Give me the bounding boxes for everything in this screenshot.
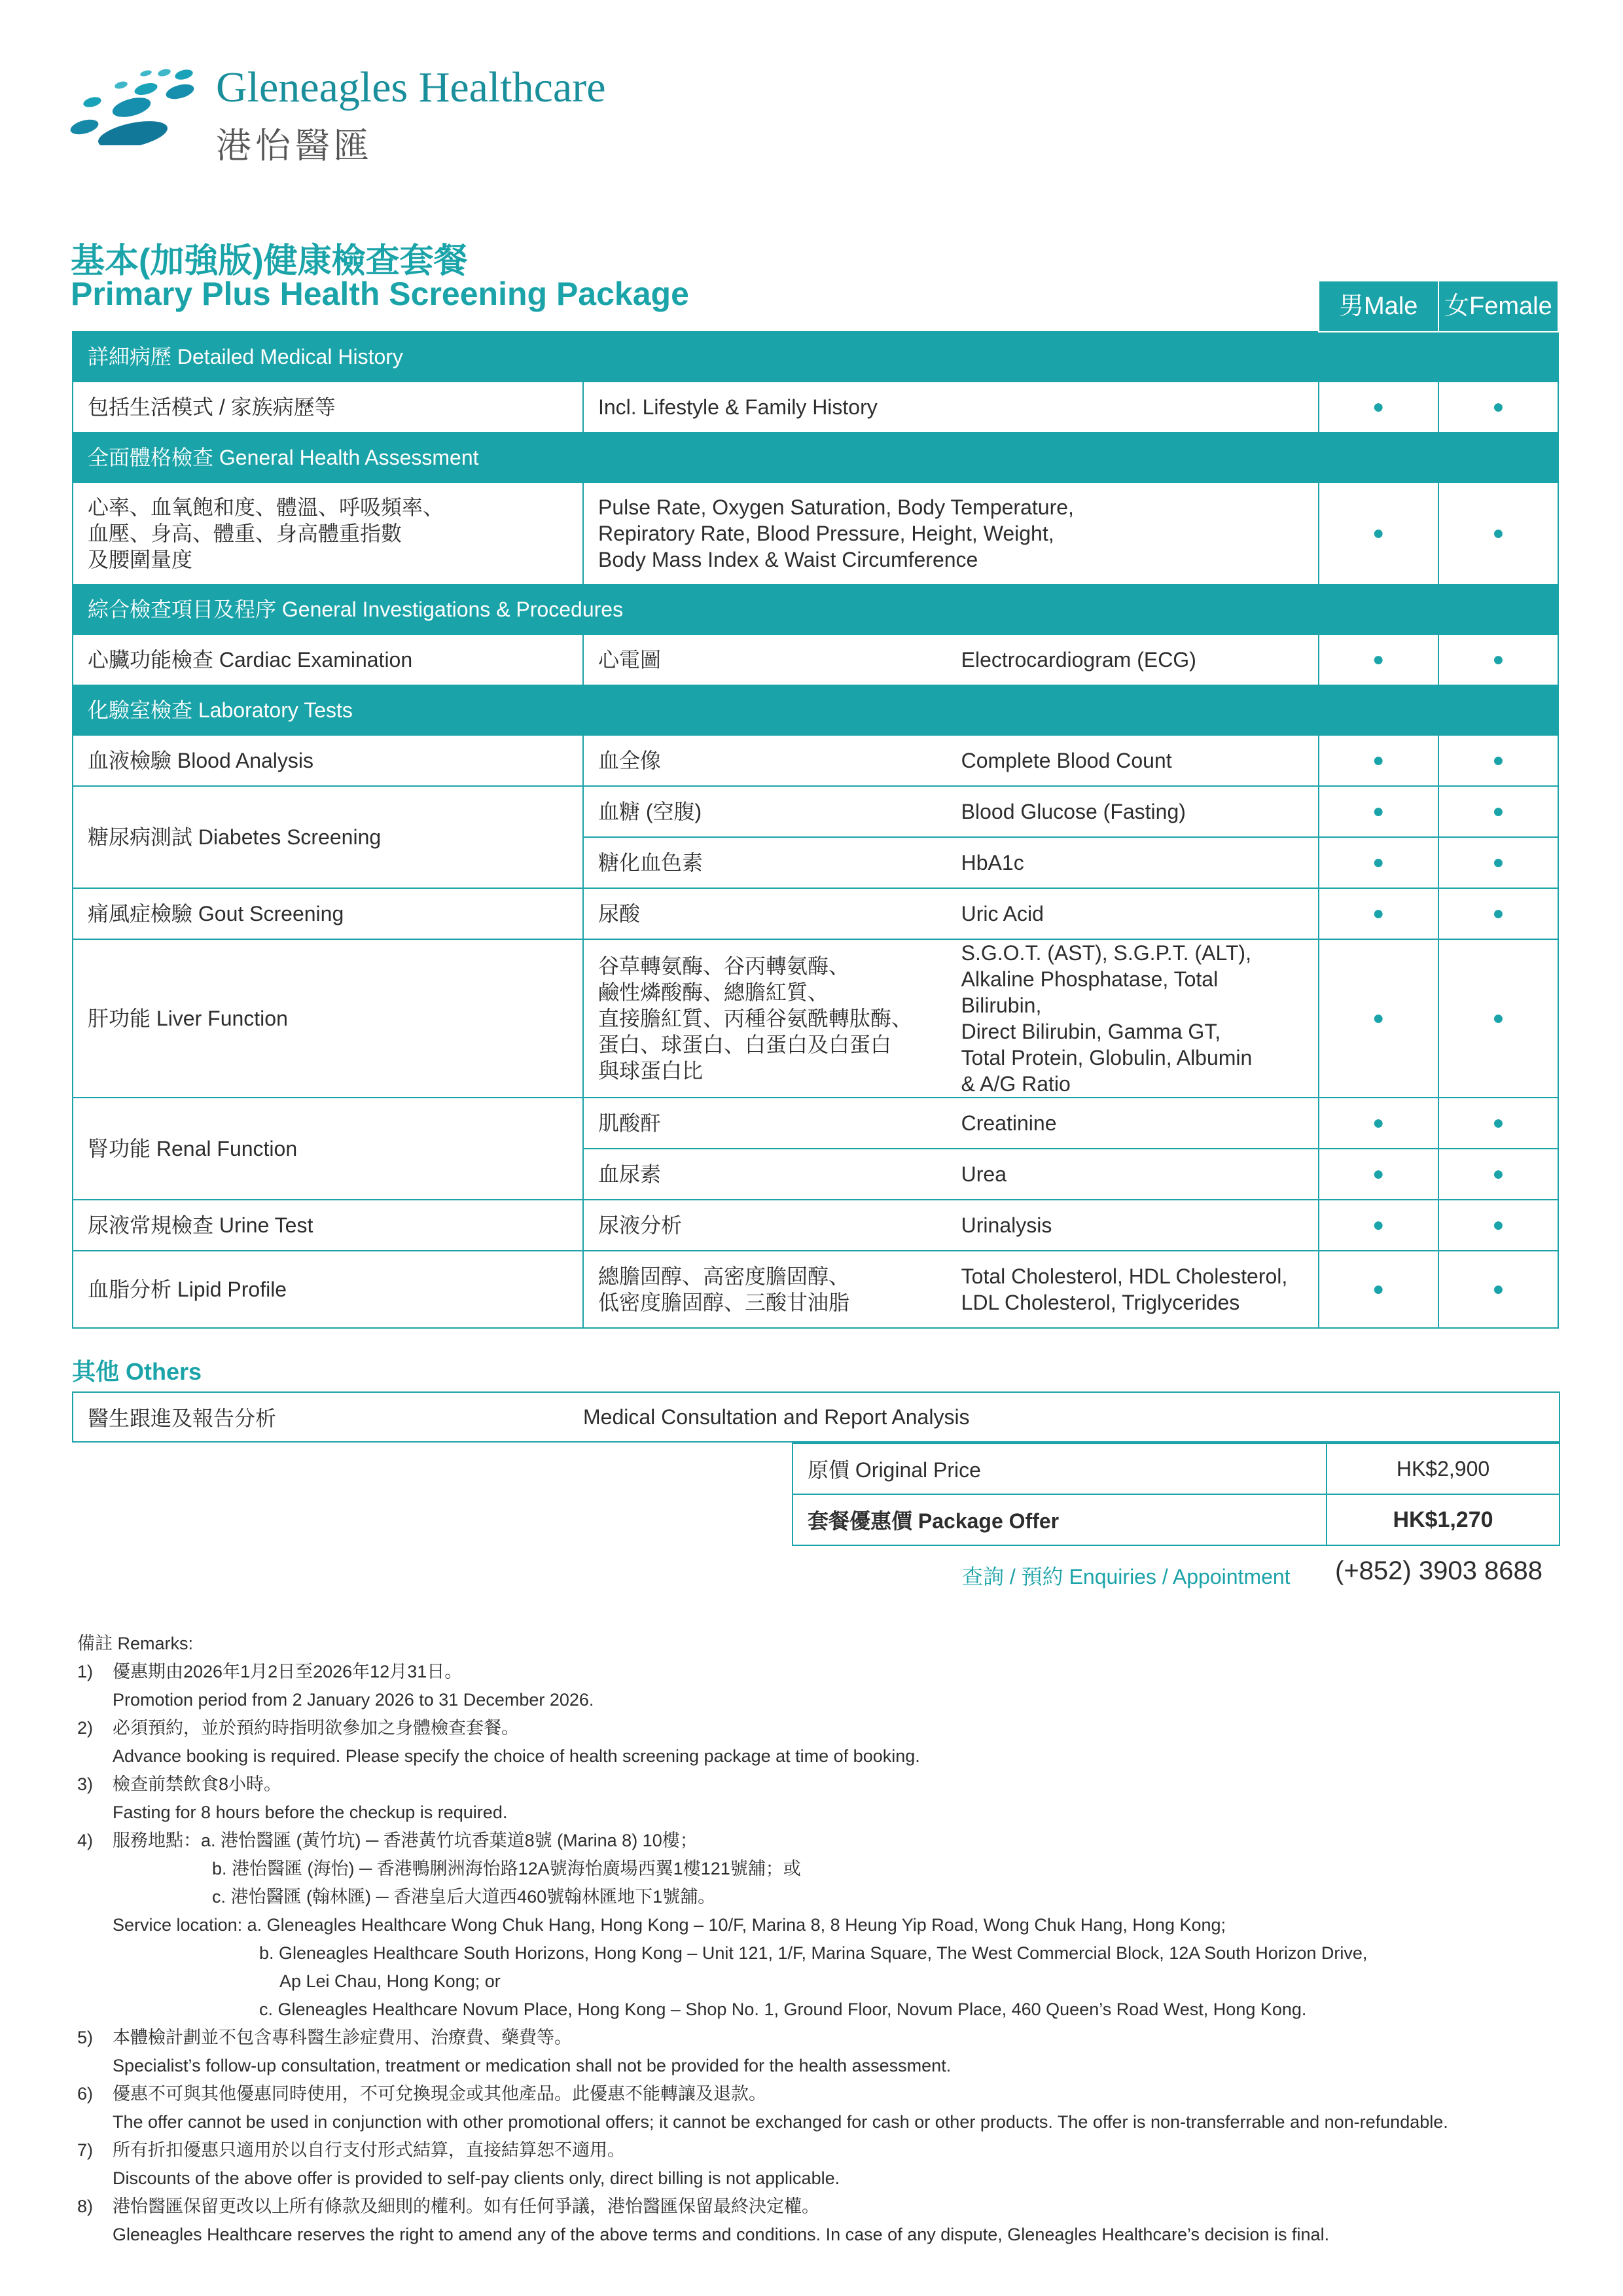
- remark-en: Advance booking is required. Please specify the choice of health screening package at time of booking.: [113, 1746, 920, 1766]
- female-included-dot: ●: [1438, 837, 1558, 888]
- lipid-zh-line: 總膽固醇、高密度膽固醇、: [597, 1265, 849, 1288]
- history-zh: 包括生活模式 / 家族病歷等: [73, 382, 583, 433]
- section-row: [73, 584, 1558, 634]
- remark-item: [77, 2080, 1559, 2108]
- liver-zh: [583, 939, 947, 1098]
- liver-zh-line: 直接膽紅質、丙種谷氨酰轉肽酶、: [597, 1007, 912, 1030]
- liver-zh-line: 與球蛋白比: [597, 1059, 703, 1083]
- male-included-dot: ●: [1319, 634, 1438, 685]
- section-row: [73, 685, 1558, 735]
- female-included-dot: ●: [1438, 634, 1558, 685]
- lipid-en-line: Total Cholesterol, HDL Cholesterol,: [961, 1265, 1288, 1288]
- remark-zh: 必須預約，並於預約時指明欲參加之身體檢查套餐。: [113, 1718, 519, 1738]
- remark-en: Gleneagles Healthcare reserves the right to amend any of the above terms and conditions. In case of any dispute, Gleneagles Healthcare’s decision is final.: [113, 2225, 1330, 2244]
- diabetes-en: Blood Glucose (Fasting): [947, 786, 1319, 837]
- remark-number: 3): [77, 1774, 94, 1794]
- gleneagles-logo-icon: [69, 67, 200, 145]
- remark-en: Specialist’s follow-up consultation, treatment or medication shall not be provided for the health assessment.: [113, 2056, 952, 2075]
- male-included-dot: ●: [1319, 939, 1438, 1098]
- remark-zh: 本體檢計劃並不包含專科醫生診症費用、治療費、藥費等。: [113, 2028, 572, 2047]
- remark-zh: 服務地點：a. 港怡醫匯 (黃竹坑) ─ 香港黃竹坑香葉道8號 (Marina 8) 10樓；: [113, 1831, 698, 1850]
- liver-zh-line: 鹼性燐酸酶、總膽紅質、: [597, 980, 829, 1004]
- cardiac-zh: 心電圖: [583, 634, 947, 685]
- remark-item: [77, 1827, 1559, 1855]
- gout-category: 痛風症檢驗 Gout Screening: [73, 888, 583, 939]
- female-included-dot: ●: [1438, 735, 1558, 786]
- table-row: [73, 1392, 1560, 1442]
- male-included-dot: ●: [1319, 786, 1438, 837]
- section-medical-history: 詳細病歷 Detailed Medical History: [73, 332, 1558, 382]
- assessment-zh-line: 及腰圍量度: [88, 548, 193, 571]
- diabetes-en: HbA1c: [947, 837, 1319, 888]
- table-row: [73, 1200, 1558, 1251]
- liver-en-line: Alkaline Phosphatase, Total Bilirubin,: [961, 967, 1219, 1017]
- lipid-en-line: LDL Cholesterol, Triglycerides: [961, 1291, 1240, 1314]
- remark-number: 4): [77, 1831, 94, 1850]
- table-row: [73, 482, 1558, 584]
- column-male: 男Male: [1319, 281, 1438, 332]
- remark-item: [77, 2193, 1559, 2221]
- remark-zh: 港怡醫匯保留更改以上所有條款及細則的權利。如有任何爭議，港怡醫匯保留最終決定權。: [113, 2197, 819, 2216]
- male-included-dot: ●: [1319, 1251, 1438, 1328]
- remark-number: 1): [77, 1662, 94, 1681]
- table-row: [73, 1251, 1558, 1328]
- remark-en: The offer cannot be used in conjunction with other promotional offers; it cannot be exchanged for cash or other products. The offer is non-transferrable and non-refundable.: [113, 2112, 1448, 2132]
- remark-item: [77, 2024, 1559, 2052]
- liver-en-line: & A/G Ratio: [961, 1072, 1071, 1096]
- remark-zh: 優惠期由2026年1月2日至2026年12月31日。: [113, 1662, 463, 1681]
- remark-zh: c. 港怡醫匯 (翰林匯) ─ 香港皇后大道西460號翰林匯地下1號舖。: [212, 1887, 716, 1907]
- remark-item: [77, 2136, 1559, 2164]
- gout-zh: 尿酸: [583, 888, 947, 939]
- diabetes-category: 糖尿病測試 Diabetes Screening: [73, 786, 583, 888]
- renal-en: Urea: [947, 1149, 1319, 1200]
- remark-en: c. Gleneagles Healthcare Novum Place, Hong Kong – Shop No. 1, Ground Floor, Novum Place, 460 Queen’s Road West, Hong Kong.: [259, 2000, 1307, 2019]
- original-price-label: 原價 Original Price: [793, 1443, 1327, 1494]
- assessment-zh-line: 心率、血氧飽和度、體溫、呼吸頻率、: [88, 495, 444, 519]
- table-row: [73, 634, 1558, 685]
- remark-en: Service location: a. Gleneagles Healthcare Wong Chuk Hang, Hong Kong – 10/F, Marina 8, 8 Heung Yip Road, Wong Chuk Hang, Hong Kong;: [113, 1915, 1226, 1935]
- urine-zh: 尿液分析: [583, 1200, 947, 1251]
- remark-number: 8): [77, 2197, 94, 2216]
- original-price-value: HK$2,900: [1327, 1443, 1560, 1494]
- section-row: [73, 332, 1558, 382]
- liver-category: 肝功能 Liver Function: [73, 939, 583, 1098]
- lipid-category: 血脂分析 Lipid Profile: [73, 1251, 583, 1328]
- female-included-dot: ●: [1438, 382, 1558, 433]
- remark-item: [77, 1770, 1559, 1799]
- remark-number: 5): [77, 2028, 94, 2047]
- blood-en: Complete Blood Count: [947, 735, 1319, 786]
- remark-en: b. Gleneagles Healthcare South Horizons, Hong Kong – Unit 121, 1/F, Marina Square, The West Commercial Block, 12A South Horizon Drive,: [259, 1943, 1368, 1963]
- logo-wordmark-en: Gleneagles Healthcare: [216, 63, 606, 111]
- table-row: [73, 786, 1558, 837]
- package-items-table: [72, 280, 1559, 1329]
- table-row: [73, 382, 1558, 433]
- lipid-zh: [583, 1251, 947, 1328]
- remark-number: 7): [77, 2140, 94, 2160]
- blood-zh: 血全像: [583, 735, 947, 786]
- male-included-dot: ●: [1319, 382, 1438, 433]
- male-included-dot: ●: [1319, 1200, 1438, 1251]
- section-laboratory-tests: 化驗室檢查 Laboratory Tests: [73, 685, 1558, 735]
- others-en: Medical Consultation and Report Analysis: [569, 1392, 1560, 1442]
- table-row: [73, 888, 1558, 939]
- assessment-en-line: Body Mass Index & Waist Circumference: [597, 548, 978, 571]
- male-included-dot: ●: [1319, 482, 1438, 584]
- female-included-dot: ●: [1438, 786, 1558, 837]
- liver-en-line: Direct Bilirubin, Gamma GT,: [961, 1020, 1221, 1043]
- remark-zh: b. 港怡醫匯 (海怡) ─ 香港鴨脷洲海怡路12A號海怡廣場西翼1樓121號舖；或: [212, 1859, 801, 1878]
- remarks-section: [77, 1630, 1559, 2249]
- others-heading: 其他 Others: [72, 1358, 202, 1385]
- table-row: [73, 1098, 1558, 1149]
- female-included-dot: ●: [1438, 1251, 1558, 1328]
- blood-category: 血液檢驗 Blood Analysis: [73, 735, 583, 786]
- cardiac-en: Electrocardiogram (ECG): [947, 634, 1319, 685]
- male-included-dot: ●: [1319, 888, 1438, 939]
- remark-zh: 優惠不可與其他優惠同時使用，不可兌換現金或其他產品。此優惠不能轉讓及退款。: [113, 2084, 766, 2104]
- section-row: [73, 433, 1558, 482]
- remark-zh: 檢查前禁飲食8小時。: [113, 1774, 282, 1794]
- renal-en: Creatinine: [947, 1098, 1319, 1149]
- section-general-assessment: 全面體格檢查 General Health Assessment: [73, 433, 1558, 482]
- assessment-zh-line: 血壓、身高、體重、身高體重指數: [88, 522, 402, 545]
- lipid-zh-line: 低密度膽固醇、三酸甘油脂: [597, 1291, 849, 1314]
- lipid-en: [947, 1251, 1319, 1328]
- male-included-dot: ●: [1319, 837, 1438, 888]
- female-included-dot: ●: [1438, 482, 1558, 584]
- diabetes-zh: 糖化血色素: [583, 837, 947, 888]
- table-row: [793, 1443, 1560, 1494]
- liver-zh-line: 谷草轉氨酶、谷丙轉氨酶、: [597, 954, 849, 978]
- table-row: [793, 1494, 1560, 1545]
- remark-en: Ap Lei Chau, Hong Kong; or: [279, 1971, 501, 1991]
- enquiry-phone[interactable]: (+852) 3903 8688: [1335, 1556, 1543, 1585]
- male-included-dot: ●: [1319, 1098, 1438, 1149]
- diabetes-zh: 血糖 (空腹): [583, 786, 947, 837]
- renal-category: 腎功能 Renal Function: [73, 1098, 583, 1200]
- remark-number: 6): [77, 2084, 94, 2104]
- liver-en: [947, 939, 1319, 1098]
- gout-en: Uric Acid: [947, 888, 1319, 939]
- renal-zh: 血尿素: [583, 1149, 947, 1200]
- remark-en: Discounts of the above offer is provided to self-pay clients only, direct billing is not applicable.: [113, 2168, 840, 2188]
- female-included-dot: ●: [1438, 888, 1558, 939]
- assessment-en: [583, 482, 1319, 584]
- price-table: [792, 1443, 1560, 1546]
- remarks-title: 備註 Remarks:: [77, 1634, 194, 1653]
- others-zh: 醫生跟進及報告分析: [73, 1392, 569, 1442]
- female-included-dot: ●: [1438, 1098, 1558, 1149]
- remark-item: [77, 1658, 1559, 1686]
- female-included-dot: ●: [1438, 1200, 1558, 1251]
- female-included-dot: ●: [1438, 939, 1558, 1098]
- column-female: 女Female: [1438, 281, 1558, 332]
- remark-en: Promotion period from 2 January 2026 to 31 December 2026.: [113, 1690, 594, 1710]
- remark-number: 2): [77, 1718, 94, 1738]
- table-row: [73, 939, 1558, 1098]
- male-included-dot: ●: [1319, 735, 1438, 786]
- urine-category: 尿液常規檢查 Urine Test: [73, 1200, 583, 1251]
- female-included-dot: ●: [1438, 1149, 1558, 1200]
- logo-wordmark-zh: 港怡醫匯: [216, 126, 373, 166]
- assessment-zh: [73, 482, 583, 584]
- section-general-investigations: 綜合檢查項目及程序 General Investigations & Procedures: [73, 584, 1558, 634]
- assessment-en-line: Pulse Rate, Oxygen Saturation, Body Temperature,: [597, 495, 1074, 519]
- liver-zh-line: 蛋白、球蛋白、白蛋白及白蛋白: [597, 1033, 891, 1056]
- package-offer-label: 套餐優惠價 Package Offer: [793, 1494, 1327, 1545]
- package-offer-value: HK$1,270: [1327, 1494, 1560, 1545]
- urine-en: Urinalysis: [947, 1200, 1319, 1251]
- cardiac-category: 心臟功能檢查 Cardiac Examination: [73, 634, 583, 685]
- assessment-en-line: Repiratory Rate, Blood Pressure, Height, Weight,: [597, 522, 1054, 545]
- page-title-zh: 基本(加強版)健康檢查套餐: [71, 242, 468, 280]
- remark-zh: 所有折扣優惠只適用於以自行支付形式結算，直接結算恕不適用。: [113, 2140, 625, 2160]
- enquiry-label: 查詢 / 預約 Enquiries / Appointment: [962, 1565, 1291, 1588]
- history-en: Incl. Lifestyle & Family History: [583, 382, 1319, 433]
- remark-en: Fasting for 8 hours before the checkup is required.: [113, 1803, 508, 1822]
- liver-en-line: S.G.O.T. (AST), S.G.P.T. (ALT),: [961, 941, 1251, 965]
- others-table: [72, 1391, 1560, 1443]
- remark-item: [77, 1714, 1559, 1742]
- page-title-en: Primary Plus Health Screening Package: [71, 276, 689, 312]
- table-row: [73, 735, 1558, 786]
- liver-en-line: Total Protein, Globulin, Albumin: [961, 1046, 1253, 1069]
- renal-zh: 肌酸酐: [583, 1098, 947, 1149]
- table-header-row: [73, 281, 1558, 332]
- male-included-dot: ●: [1319, 1149, 1438, 1200]
